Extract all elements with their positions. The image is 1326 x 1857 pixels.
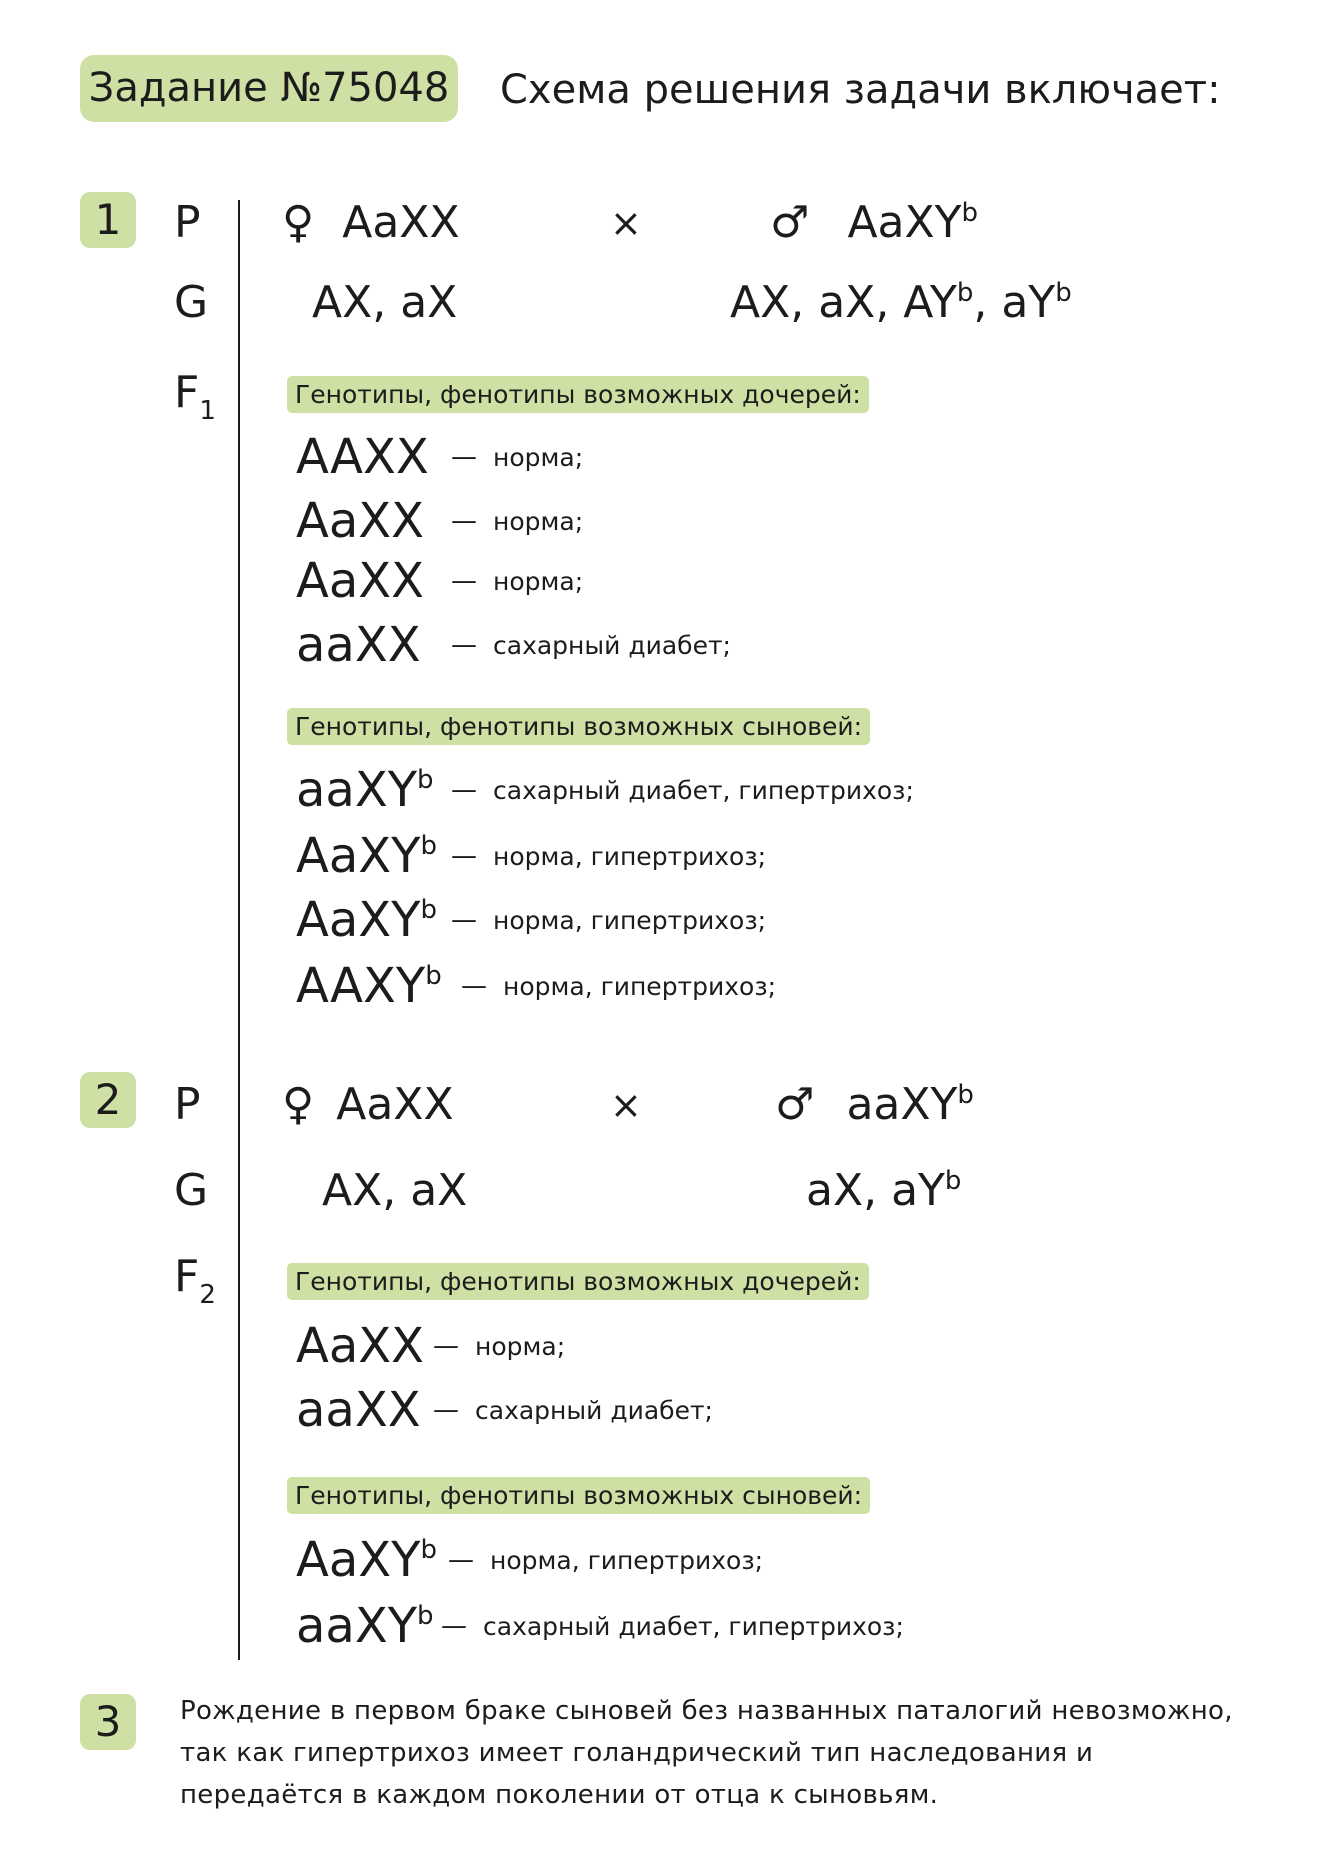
list-item: AAXY$^b$ — норма, гипертрихоз; <box>296 958 777 1014</box>
cross-symbol: × <box>610 1083 642 1127</box>
step-1-badge: 1 <box>80 192 136 248</box>
parent-male: ♂ AaXY$^b$ <box>770 197 979 248</box>
male-symbol-icon: ♂ <box>775 1079 815 1130</box>
gametes-female: AX, aX <box>312 277 458 328</box>
parent-female: ♀ AaXX <box>282 197 460 248</box>
gametes-female: AX, aX <box>322 1165 468 1216</box>
vertical-divider <box>238 200 240 1660</box>
sons-heading: Генотипы, фенотипы возможных сыновей: <box>287 1477 870 1514</box>
list-item: aaXX — сахарный диабет; <box>296 1382 713 1438</box>
cross-symbol: × <box>610 201 642 245</box>
task-number-badge: Задание №75048 <box>80 55 458 122</box>
step-2-badge: 2 <box>80 1072 136 1128</box>
label-g: G <box>174 1165 209 1216</box>
list-item: AaXX — норма; <box>296 493 584 549</box>
list-item: aaXY$^b$ — сахарный диабет, гипертрихоз; <box>296 762 914 818</box>
sons-list <box>296 760 914 1016</box>
page-title: Схема решения задачи включает: <box>500 67 1221 113</box>
label-p: P <box>174 1079 201 1130</box>
male-symbol-icon: ♂ <box>770 197 810 248</box>
daughters-heading: Генотипы, фенотипы возможных дочерей: <box>287 376 869 413</box>
label-f2: $F_2$ <box>174 1251 216 1310</box>
list-item: aaXY$^b$ — сахарный диабет, гипертрихоз; <box>296 1598 904 1654</box>
gametes-male: AX, aX, $AY^b$, $aY^b$ <box>730 277 1072 328</box>
label-p: P <box>174 197 201 248</box>
sons-heading: Генотипы, фенотипы возможных сыновей: <box>287 708 870 745</box>
female-symbol-icon: ♀ <box>282 1079 315 1130</box>
list-item: AaXX — норма; <box>296 553 584 609</box>
label-f1: $F_1$ <box>174 367 216 426</box>
female-symbol-icon: ♀ <box>282 197 315 248</box>
list-item: AaXY$^b$ — норма, гипертрихоз; <box>296 828 767 884</box>
list-item: AaXY$^b$ — норма, гипертрихоз; <box>296 892 767 948</box>
daughters-list <box>296 1316 713 1440</box>
daughters-list <box>296 427 731 675</box>
sons-list <box>296 1530 904 1656</box>
conclusion-text: Рождение в первом браке сыновей без названных паталогий невозможно, так как гипертрихоз имеет голандрический тип наследования и передаётся в каждом поколении от отца к сыновьям. <box>180 1696 1233 1810</box>
parent-male: ♂ aaXY$^b$ <box>775 1079 974 1130</box>
daughters-heading: Генотипы, фенотипы возможных дочерей: <box>287 1263 869 1300</box>
list-item: AAXX — норма; <box>296 429 584 485</box>
label-g: G <box>174 277 209 328</box>
list-item: AaXX — норма; <box>296 1318 566 1374</box>
list-item: AaXY$^b$ — норма, гипертрихоз; <box>296 1532 764 1588</box>
list-item: aaXX — сахарный диабет; <box>296 617 731 673</box>
gametes-male: aX, $aY^b$ <box>806 1165 962 1216</box>
parent-female: ♀ AaXX <box>282 1079 454 1130</box>
step-3-badge: 3 <box>80 1694 136 1750</box>
